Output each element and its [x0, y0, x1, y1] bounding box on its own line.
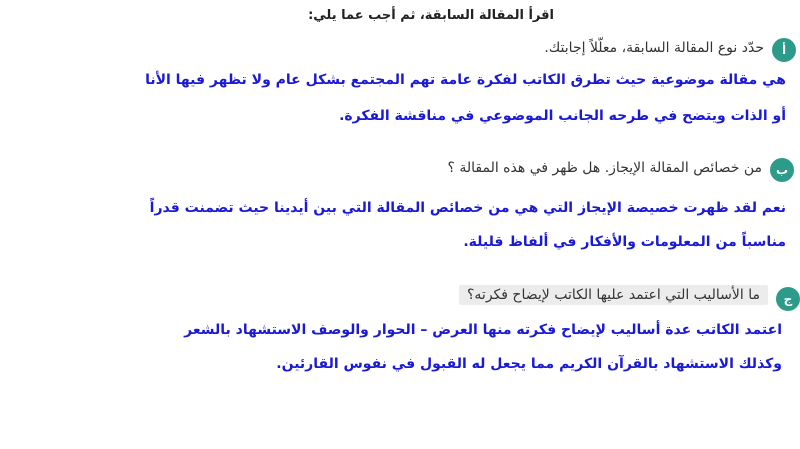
instruction-heading: اقرأ المقالة السابقة، ثم أجب عما يلي: [308, 8, 554, 23]
answer-b-line-1: نعم لقد ظهرت خصيصة الإيجاز التي هي من خصائص المقالة التي بين أيدينا حيث تضمنت قدراً [149, 200, 786, 216]
question-a-badge: أ [772, 38, 796, 62]
question-c-highlight [459, 287, 768, 303]
answer-c-line-2: وكذلك الاستشهاد بالقرآن الكريم مما يجعل له القبول في نفوس القارئين. [276, 356, 782, 372]
question-b-badge: ب [770, 158, 794, 182]
question-c-badge: ج [776, 287, 800, 311]
question-c-text: ما الأساليب التي اعتمد عليها الكاتب لإيضاح فكرته؟ [459, 285, 768, 305]
answer-a-line-1: هي مقالة موضوعية حيث تطرق الكاتب لفكرة عامة تهم المجتمع بشكل عام ولا تظهر فيها الأنا [145, 72, 786, 88]
question-b-text: من خصائص المقالة الإيجاز. هل ظهر في هذه المقالة ؟ [447, 160, 762, 176]
answer-a-line-2: أو الذات ويتضح في طرحه الجانب الموضوعي في مناقشة الفكرة. [339, 108, 786, 124]
answer-b-line-2: مناسباً من المعلومات والأفكار في ألفاظ قليلة. [463, 234, 786, 250]
question-a-text: حدّد نوع المقالة السابقة، معلّلاً إجابتك. [544, 40, 764, 56]
answer-c-line-1: اعتمد الكاتب عدة أساليب لإيضاح فكرته منها العرض – الحوار والوصف الاستشهاد بالشعر [184, 322, 782, 338]
